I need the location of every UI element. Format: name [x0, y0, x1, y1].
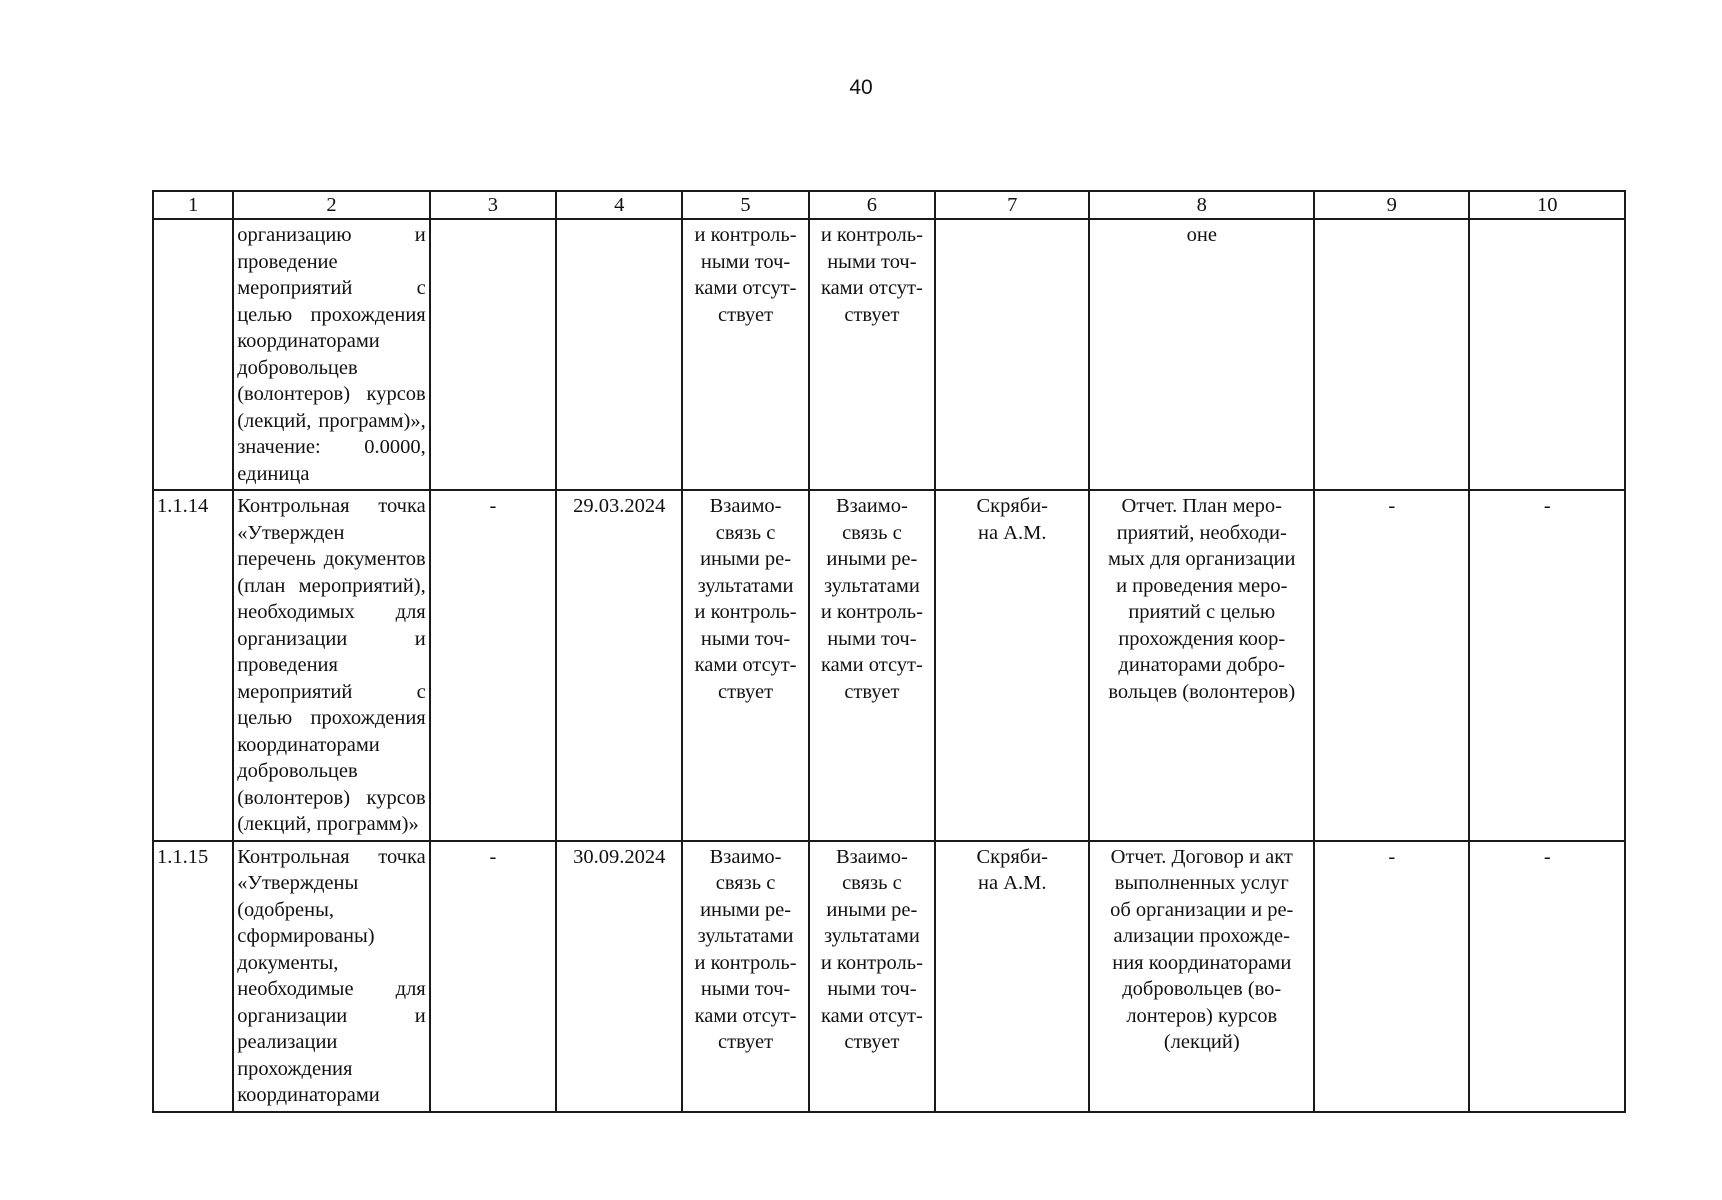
page-number: 40 [849, 76, 873, 99]
col3-cell: - [430, 841, 556, 1112]
col9-cell: - [1314, 490, 1469, 841]
item-number-cell: 1.1.15 [153, 841, 233, 1112]
col10-cell: - [1469, 841, 1625, 1112]
column-header: 9 [1314, 191, 1469, 219]
relation-text: Взаимо- связь с иными ре- зультатами и контроль- ными точ- ками отсут- ствует [820, 845, 923, 1053]
col9-cell: - [1314, 841, 1469, 1112]
date-cell: 30.09.2024 [556, 841, 682, 1112]
document-cell [1089, 219, 1314, 490]
col3-cell [430, 219, 556, 490]
item-name-text: организацию и проведение мероприятий с целью прохождения координаторами добровольцев (волонтеров) курсов (лекций, программ)», значение: 0.0000, единица [237, 224, 426, 485]
table-row [153, 490, 1625, 841]
date-cell: 29.03.2024 [556, 490, 682, 841]
item-name-cell [233, 490, 430, 841]
col9-cell [1314, 219, 1469, 490]
item-name-text: Контрольная точка «Утвержден перечень документов (план мероприятий), необходимых для организации и проведения мероприятий с целью прохождения координаторами добровольцев (волонтеров) курсов (лекций, программ)» [237, 495, 426, 835]
relation-text: и контроль- ными точ- ками отсут- ствует [820, 224, 923, 326]
column-header: 5 [682, 191, 808, 219]
relation-cell [682, 841, 808, 1112]
table-row [153, 841, 1625, 1112]
document-cell [1089, 490, 1314, 841]
relation-cell [809, 219, 935, 490]
date-cell [556, 219, 682, 490]
relation-text: Взаимо- связь с иными ре- зультатами и контроль- ными точ- ками отсут- ствует [820, 495, 923, 703]
table-row [153, 219, 1625, 490]
column-header: 2 [233, 191, 430, 219]
column-header: 3 [430, 191, 556, 219]
item-name-cell [233, 219, 430, 490]
column-header: 1 [153, 191, 233, 219]
item-name-text: Контрольная точка «Утверждены (одобрены, сформированы) документы, необходимые для организации и реализации прохождения координаторами [237, 845, 426, 1106]
column-header: 7 [935, 191, 1089, 219]
column-header: 4 [556, 191, 682, 219]
column-header: 8 [1089, 191, 1314, 219]
item-number-cell: 1.1.14 [153, 490, 233, 841]
col10-cell: - [1469, 490, 1625, 841]
item-number-cell [153, 219, 233, 490]
relation-cell [809, 490, 935, 841]
relation-text: и контроль- ными точ- ками отсут- ствует [694, 224, 797, 326]
relation-text: Взаимо- связь с иными ре- зультатами и контроль- ными точ- ками отсут- ствует [694, 845, 797, 1053]
col3-cell: - [430, 490, 556, 841]
relation-cell [682, 219, 808, 490]
responsible-text: Скряби- на А.М. [976, 495, 1049, 544]
column-header: 6 [809, 191, 935, 219]
document-text: оне [1186, 224, 1217, 246]
control-points-table [152, 190, 1626, 1113]
document-text: Отчет. Договор и акт выполненных услуг об организации и ре- ализации прохожде- ния координаторами добровольцев (во- лонтеров) курсов (лекций) [1110, 845, 1294, 1053]
document-text: Отчет. План меро- приятий, необходи- мых для организации и проведения меро- приятий с целью прохождения коор- динаторами добро- вольцев (волонтеров) [1108, 495, 1296, 703]
responsible-cell [935, 841, 1089, 1112]
responsible-cell [935, 490, 1089, 841]
column-header: 10 [1469, 191, 1625, 219]
responsible-cell [935, 219, 1089, 490]
relation-text: Взаимо- связь с иными ре- зультатами и контроль- ными точ- ками отсут- ствует [694, 495, 797, 703]
column-number-header-row [153, 191, 1625, 219]
relation-cell [682, 490, 808, 841]
responsible-text: Скряби- на А.М. [976, 845, 1049, 894]
relation-cell [809, 841, 935, 1112]
item-name-cell [233, 841, 430, 1112]
document-cell [1089, 841, 1314, 1112]
col10-cell [1469, 219, 1625, 490]
